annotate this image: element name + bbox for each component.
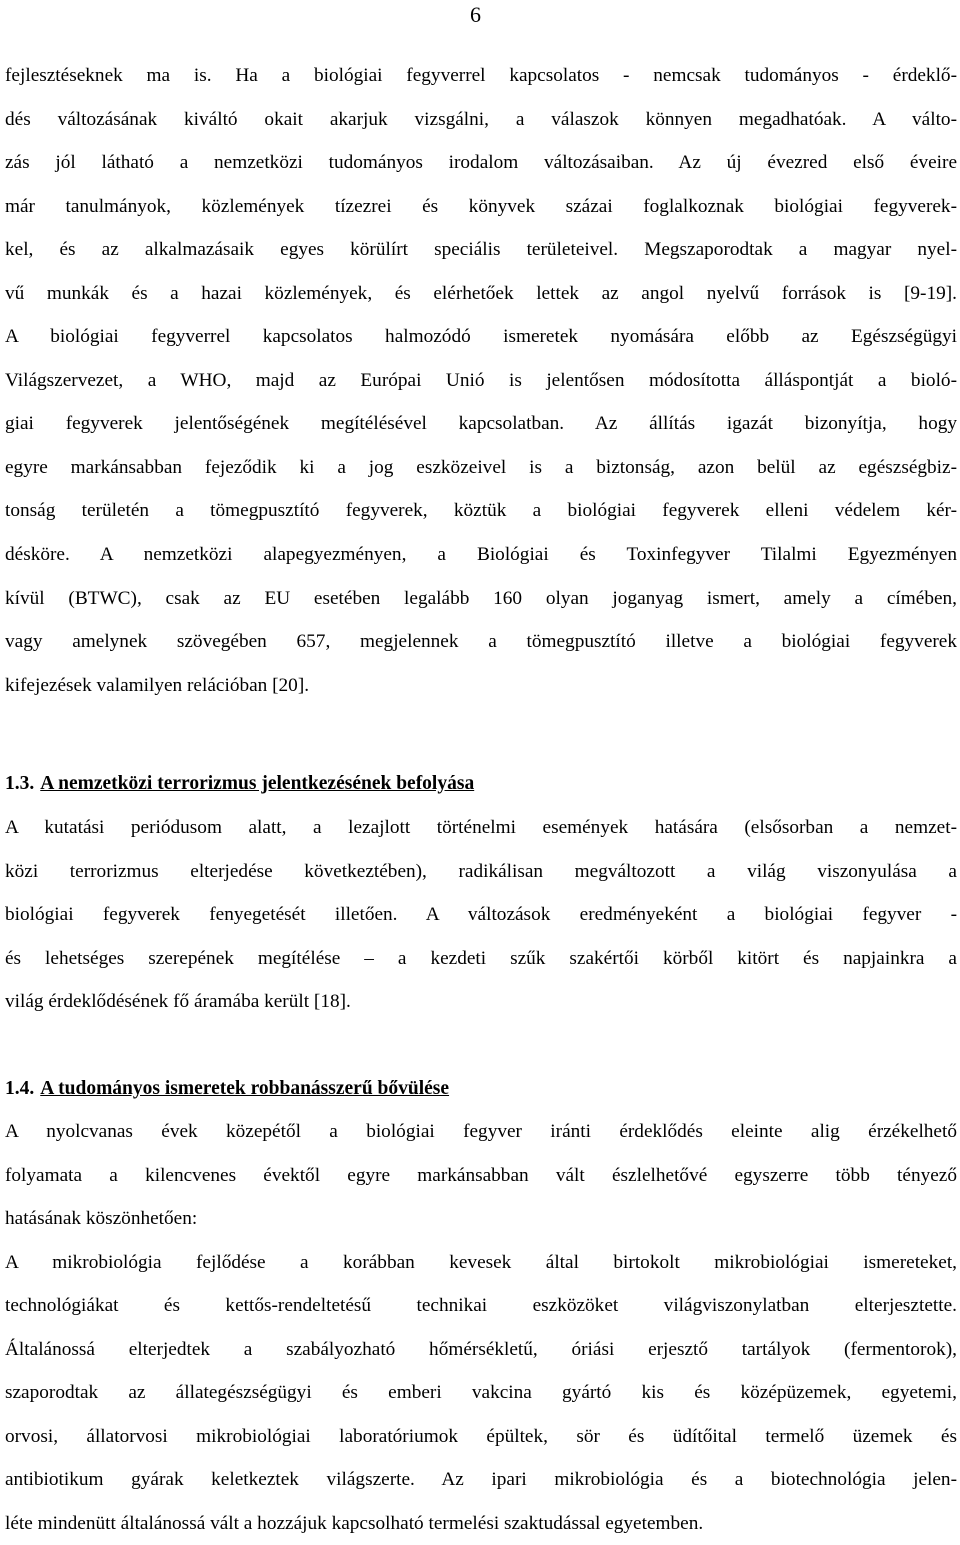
section-heading-1-4	[5, 1074, 449, 1104]
text-line: giai fegyverek jelentőségének megítélésével kapcsolatban. Az állítás igazát bizonyítja, hogy	[5, 413, 957, 435]
text-line: désköre. A nemzetközi alapegyezményen, a Biológiai és Toxinfegyver Tilalmi Egyezményen	[5, 544, 957, 566]
text-line: vagy amelynek szövegében 657, megjelennek a tömegpusztító illetve a biológiai fegyverek	[5, 631, 957, 653]
text-line: és lehetséges szerepének megítélése – a kezdeti szűk szakértői körből kitört és napjainkra a	[5, 947, 957, 969]
text-line: A mikrobiológia fejlődése a korábban kevesek által birtokolt mikrobiológiai ismereteket,	[5, 1251, 957, 1273]
text-line: szaporodtak az állategészségügyi és emberi vakcina gyártó kis és középüzemek, egyetemi,	[5, 1382, 957, 1404]
section-number: 1.3.	[5, 773, 35, 794]
text-line: kívül (BTWC), csak az EU esetében legalább 160 olyan joganyag ismert, amely a címében,	[5, 587, 957, 609]
text-line: folyamata a kilencvenes évektől egyre markánsabban vált észlelhetővé egyszerre több tényező	[5, 1164, 957, 1186]
text-line: zás jól látható a nemzetközi tudományos irodalom változásaiban. Az új évezred első éveire	[5, 152, 957, 174]
text-line: antibiotikum gyárak keletkeztek világszerte. Az ipari mikrobiológia és a biotechnológia jelen-	[5, 1469, 957, 1491]
text-line: kifejezések valamilyen relációban [20].	[5, 674, 310, 696]
text-line: A kutatási periódusom alatt, a lezajlott történelmi események hatására (elsősorban a nemzet-	[5, 817, 957, 838]
text-line: már tanulmányok, közlemények tízezrei és könyvek százai foglalkoznak biológiai fegyverek-	[5, 195, 957, 217]
text-line: Általánossá elterjedtek a szabályozható hőmérsékletű, óriási erjesztő tartályok (fermentorok),	[5, 1338, 957, 1360]
text-line: technológiákat és kettős-rendeltetésű technikai eszközöket világviszonylatban elterjesztette.	[5, 1295, 957, 1317]
text-line: dés változásának kiváltó okait akarjuk vizsgálni, a válaszok könnyen megadhatóak. A válto-	[5, 108, 957, 130]
text-line: közi terrorizmus elterjedése következtében), radikálisan megváltozott a világ viszonyulása a	[5, 860, 957, 882]
text-line: egyre markánsabban fejeződik ki a jog eszközeivel is a biztonság, azon belül az egészségbiz-	[5, 456, 957, 478]
text-line: A biológiai fegyverrel kapcsolatos halmozódó ismeretek nyomására előbb az Egészségügyi	[5, 326, 957, 348]
text-line: léte mindenütt általánossá vált a hozzájuk kapcsolható termelési szaktudással egyetemben.	[5, 1512, 704, 1534]
text-line: tonság területén a tömegpusztító fegyverek, köztük a biológiai fegyverek elleni védelem kér-	[5, 500, 957, 522]
text-line: vű munkák és a hazai közlemények, és elérhetőek lettek az angol nyelvű források is [9-19].	[5, 282, 957, 304]
text-line: hatásának köszönhetően:	[5, 1208, 198, 1230]
section-title: A tudományos ismeretek robbanásszerű bővülése	[40, 1078, 450, 1099]
text-line: Világszervezet, a WHO, majd az Európai Unió is jelentősen módosította álláspontját a bioló-	[5, 369, 957, 391]
paragraph-intro	[5, 54, 957, 707]
text-line: kel, és az alkalmazásaik egyes körülírt speciális területeivel. Megszaporodtak a magyar nyel-	[5, 239, 957, 261]
text-line: A nyolcvanas évek közepétől a biológiai fegyver iránti érdeklődés eleinte alig érzékelhető	[5, 1121, 957, 1142]
section-number: 1.4.	[5, 1078, 35, 1099]
section-heading-1-3	[5, 769, 474, 799]
paragraph-section-1-4	[5, 1110, 957, 1545]
section-title: A nemzetközi terrorizmus jelentkezésének befolyása	[40, 773, 475, 794]
page-number: 6	[470, 2, 481, 27]
text-line: fejlesztéseknek ma is. Ha a biológiai fegyverrel kapcsolatos - nemcsak tudományos - érdeklő-	[5, 65, 957, 86]
text-line: orvosi, állatorvosi mikrobiológiai laboratóriumok épültek, sör és üdítőital termelő üzemek és	[5, 1425, 957, 1447]
text-line: biológiai fegyverek fenyegetését illetően. A változások eredményeként a biológiai fegyver -	[5, 904, 957, 926]
paragraph-section-1-3	[5, 806, 957, 1024]
text-line: világ érdeklődésének fő áramába került [18].	[5, 991, 351, 1013]
